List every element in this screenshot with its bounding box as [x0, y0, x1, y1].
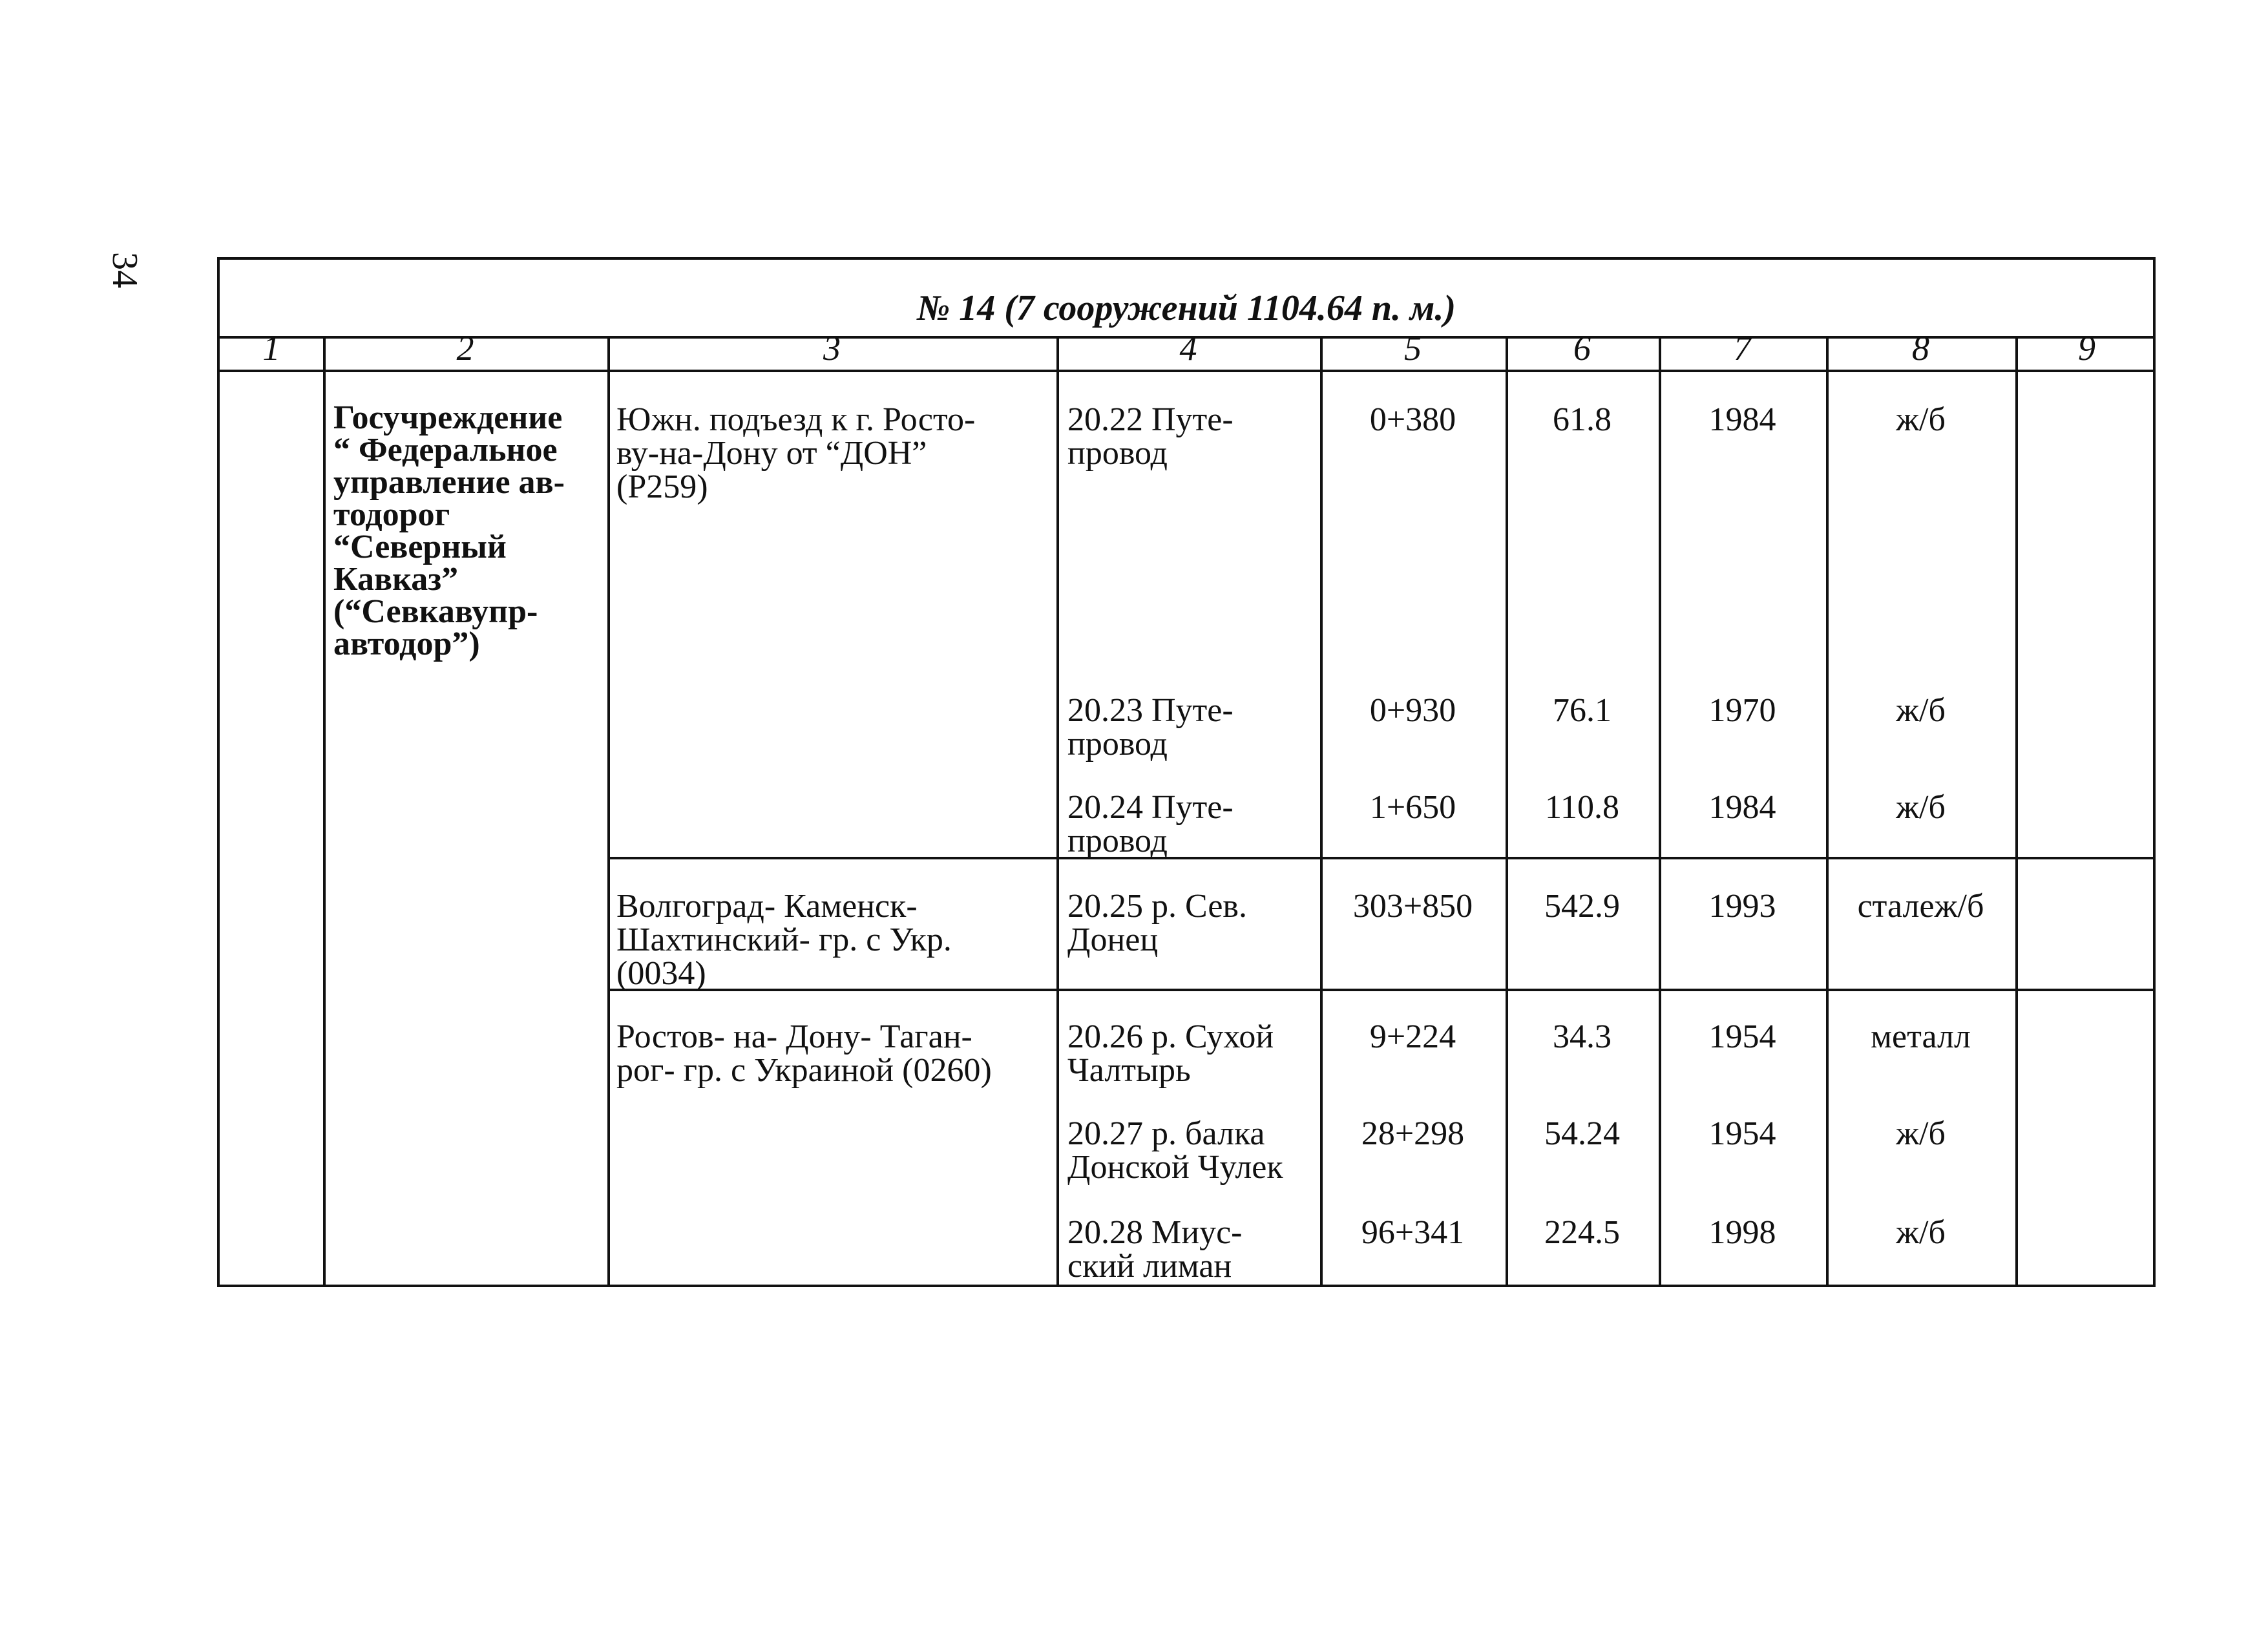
road-line: Ростов- на- Дону- Таган- — [616, 1018, 972, 1055]
length-cell: 224.5 — [1544, 1214, 1620, 1251]
organization-line: “Северный — [333, 529, 507, 565]
km-cell: 9+224 — [1369, 1018, 1456, 1055]
km-cell: 28+298 — [1361, 1115, 1465, 1152]
year-cell: 1984 — [1708, 401, 1776, 438]
material-cell: ж/б — [1896, 1115, 1946, 1152]
road-cell — [616, 890, 1056, 991]
material-cell: ж/б — [1896, 1214, 1946, 1251]
table-title: № 14 (7 сооружений 1104.64 п. м.) — [220, 260, 2153, 339]
road-line: (Р259) — [616, 468, 708, 505]
page-number: 34 — [105, 252, 145, 288]
column-number-5: 5 — [1404, 329, 1422, 368]
year-cell: 1998 — [1708, 1214, 1776, 1251]
length-cell: 542.9 — [1544, 888, 1620, 925]
structure-line: 20.24 Путе- — [1067, 789, 1234, 826]
road-line: (0034) — [616, 955, 706, 992]
km-cell: 96+341 — [1361, 1214, 1465, 1251]
structure-cell — [1067, 791, 1319, 858]
column-divider — [2015, 339, 2018, 1285]
column-number-7: 7 — [1734, 329, 1751, 368]
structure-line: провод — [1067, 823, 1168, 859]
length-cell: 34.3 — [1553, 1018, 1612, 1055]
structure-cell — [1067, 694, 1319, 761]
year-cell: 1984 — [1708, 789, 1776, 826]
structure-line: провод — [1067, 726, 1168, 762]
structure-line: 20.25 р. Сев. — [1067, 888, 1247, 925]
organization-line: (“Севкавупр- — [333, 593, 538, 630]
material-cell: металл — [1871, 1018, 1971, 1055]
structure-line: 20.28 Миус- — [1067, 1214, 1243, 1251]
material-cell: ж/б — [1896, 401, 1946, 438]
km-cell: 1+650 — [1369, 789, 1456, 826]
column-number-1: 1 — [262, 329, 280, 368]
structure-line: Чалтырь — [1067, 1052, 1191, 1089]
structure-line: 20.27 р. балка — [1067, 1115, 1265, 1152]
organization-line: “ Федеральное — [333, 432, 558, 468]
material-cell: ж/б — [1896, 692, 1946, 729]
column-number-9: 9 — [2078, 329, 2095, 368]
group-divider — [607, 857, 2153, 859]
column-number-6: 6 — [1573, 329, 1591, 368]
km-cell: 0+930 — [1369, 692, 1456, 729]
structure-line: 20.26 р. Сухой — [1067, 1018, 1274, 1055]
organization-line: Госучреждение — [333, 399, 563, 436]
material-cell: сталеж/б — [1857, 888, 1984, 925]
road-line: Волгоград- Каменск- — [616, 888, 918, 925]
year-cell: 1954 — [1708, 1018, 1776, 1055]
structure-line: Донской Чулек — [1067, 1149, 1283, 1186]
structure-line: ский лиман — [1067, 1248, 1232, 1285]
length-cell: 76.1 — [1553, 692, 1612, 729]
organization-cell — [333, 399, 605, 662]
km-cell: 303+850 — [1352, 888, 1473, 925]
length-cell: 54.24 — [1544, 1115, 1620, 1152]
column-divider — [1056, 339, 1059, 1285]
structure-cell — [1067, 890, 1319, 957]
structure-cell — [1067, 1020, 1319, 1087]
year-cell: 1993 — [1708, 888, 1776, 925]
structure-line: провод — [1067, 435, 1168, 472]
organization-line: управление ав- — [333, 464, 565, 501]
year-cell: 1954 — [1708, 1115, 1776, 1152]
structures-table — [217, 257, 2156, 1287]
length-cell: 61.8 — [1553, 401, 1612, 438]
organization-line: автодор”) — [333, 625, 480, 662]
structure-cell — [1067, 1216, 1319, 1283]
km-cell: 0+380 — [1369, 401, 1456, 438]
column-number-3: 3 — [823, 329, 841, 368]
road-line: Южн. подъезд к г. Росто- — [616, 401, 976, 438]
material-cell: ж/б — [1896, 789, 1946, 826]
column-divider — [323, 339, 326, 1285]
structure-line: Донец — [1067, 921, 1159, 958]
road-cell — [616, 403, 1056, 504]
organization-line: тодорог — [333, 496, 450, 533]
year-cell: 1970 — [1708, 692, 1776, 729]
road-line: рог- гр. с Украиной (0260) — [616, 1052, 992, 1089]
structure-cell — [1067, 403, 1319, 470]
column-number-row — [220, 329, 2153, 372]
column-number-8: 8 — [1912, 329, 1929, 368]
column-divider — [607, 339, 610, 1285]
road-line: ву-на-Дону от “ДОН” — [616, 435, 927, 472]
structure-line: 20.22 Путе- — [1067, 401, 1234, 438]
column-number-4: 4 — [1179, 329, 1197, 368]
structure-line: 20.23 Путе- — [1067, 692, 1234, 729]
road-line: Шахтинский- гр. с Укр. — [616, 921, 952, 958]
organization-line: Кавказ” — [333, 561, 459, 598]
road-cell — [616, 1020, 1056, 1087]
length-cell: 110.8 — [1544, 789, 1620, 826]
column-number-2: 2 — [456, 329, 474, 368]
structure-cell — [1067, 1117, 1319, 1184]
